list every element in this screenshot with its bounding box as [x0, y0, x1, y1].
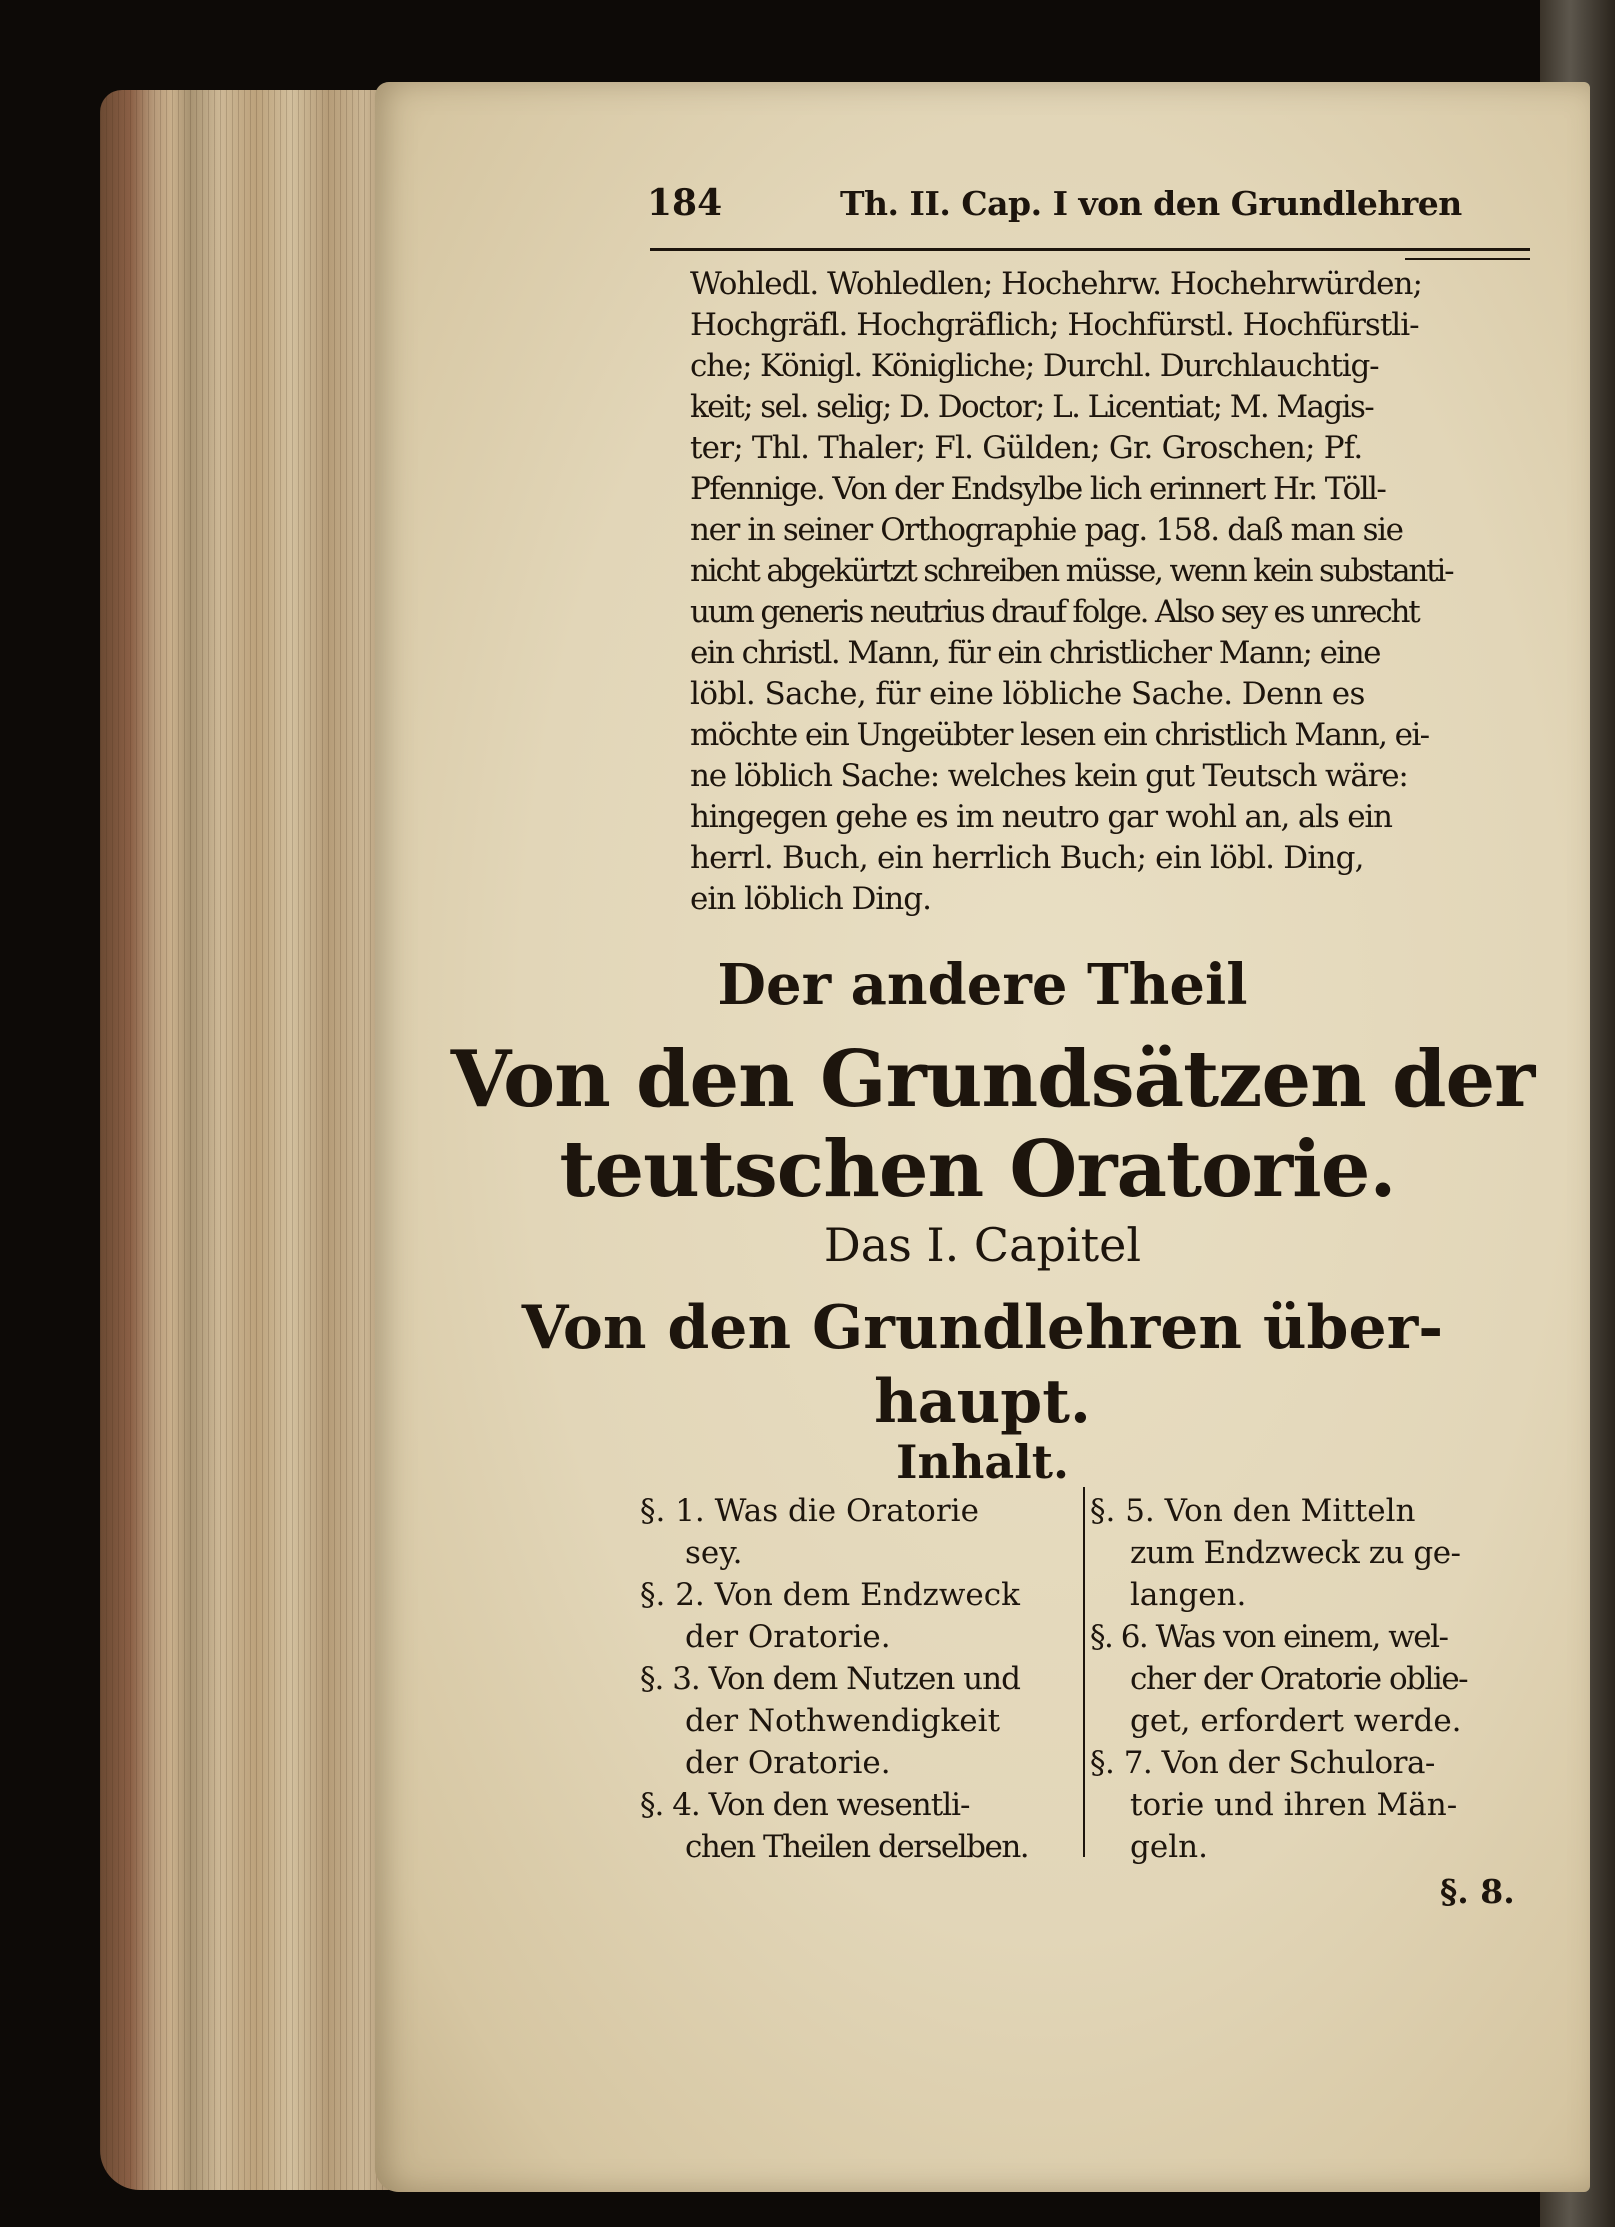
header-rule	[650, 248, 1530, 251]
body-line: möchte ein Ungeübter lesen ein christlich Mann, ei-	[690, 717, 1429, 753]
catchword: §. 8.	[1440, 1872, 1515, 1911]
body-line: keit; sel. selig; D. Doctor; L. Licentiat; M. Magis-	[690, 389, 1374, 425]
body-line: nicht abgekürtzt schreiben müsse, wenn kein substanti-	[690, 553, 1453, 589]
body-line: ne löblich Sache: welches kein gut Teutsch wäre:	[690, 758, 1408, 794]
body-line: ter; Thl. Thaler; Fl. Gülden; Gr. Groschen; Pf.	[690, 430, 1363, 466]
contents-entry: §. 5. Von den Mitteln	[1090, 1493, 1416, 1529]
body-line: ein löblich Ding.	[690, 881, 931, 917]
body-line: Hochgräfl. Hochgräflich; Hochfürstl. Hochfürstli-	[690, 307, 1419, 343]
page-number: 184	[647, 182, 723, 224]
contents-entry: §. 4. Von den wesentli-	[640, 1787, 970, 1823]
contents-entry: der Oratorie.	[685, 1745, 891, 1781]
contents-entry: cher der Oratorie oblie-	[1130, 1661, 1468, 1697]
contents-entry: get, erfordert werde.	[1130, 1703, 1462, 1739]
contents-entry: §. 7. Von der Schulora-	[1090, 1745, 1435, 1781]
contents-entry: zum Endzweck zu ge-	[1130, 1535, 1461, 1571]
part-heading-line: Von den Grundsätzen der	[450, 1034, 1535, 1125]
header-rule-secondary	[1405, 258, 1530, 260]
body-line: Pfennige. Von der Endsylbe lich erinnert Hr. Töll-	[690, 471, 1386, 507]
chapter-title-line: Von den Grundlehren über-	[521, 1293, 1444, 1363]
contents-entry: der Oratorie.	[685, 1619, 891, 1655]
contents-entry: §. 1. Was die Oratorie	[640, 1493, 979, 1529]
body-line: herrl. Buch, ein herrlich Buch; ein löbl. Ding,	[690, 840, 1364, 876]
body-line: hingegen gehe es im neutro gar wohl an, als ein	[690, 799, 1392, 835]
body-line: uum generis neutrius drauf folge. Also sey es unrecht	[690, 594, 1419, 630]
contents-entry: chen Theilen derselben.	[685, 1829, 1029, 1865]
running-title: Th. II. Cap. I von den Grundlehren	[840, 184, 1462, 223]
body-line: Wohledl. Wohledlen; Hochehrw. Hochehrwürden;	[690, 266, 1422, 302]
contents-entry: torie und ihren Män-	[1130, 1787, 1458, 1823]
contents-entry: §. 3. Von dem Nutzen und	[640, 1661, 1020, 1697]
body-line: löbl. Sache, für eine löbliche Sache. Denn es	[690, 676, 1365, 712]
chapter-label: Das I. Capitel	[823, 1218, 1142, 1272]
part-heading-line: teutschen Oratorie.	[559, 1124, 1396, 1215]
contents-entry: sey.	[685, 1535, 743, 1571]
page-block-texture	[100, 90, 400, 2190]
contents-entry: geln.	[1130, 1829, 1208, 1865]
column-divider	[1083, 1487, 1085, 1857]
body-line: che; Königl. Königliche; Durchl. Durchlauchtig-	[690, 348, 1379, 384]
body-line: ein christl. Mann, für ein christlicher Mann; eine	[690, 635, 1380, 671]
contents-entry: §. 2. Von dem Endzweck	[640, 1577, 1020, 1613]
contents-title: Inhalt.	[896, 1435, 1069, 1489]
chapter-title-line: haupt.	[874, 1367, 1091, 1437]
contents-entry: langen.	[1130, 1577, 1247, 1613]
contents-entry: der Nothwendigkeit	[685, 1703, 1001, 1739]
part-heading-line: Der andere Theil	[717, 952, 1248, 1018]
contents-entry: §. 6. Was von einem, wel-	[1090, 1619, 1448, 1655]
body-line: ner in seiner Orthographie pag. 158. daß man sie	[690, 512, 1403, 548]
